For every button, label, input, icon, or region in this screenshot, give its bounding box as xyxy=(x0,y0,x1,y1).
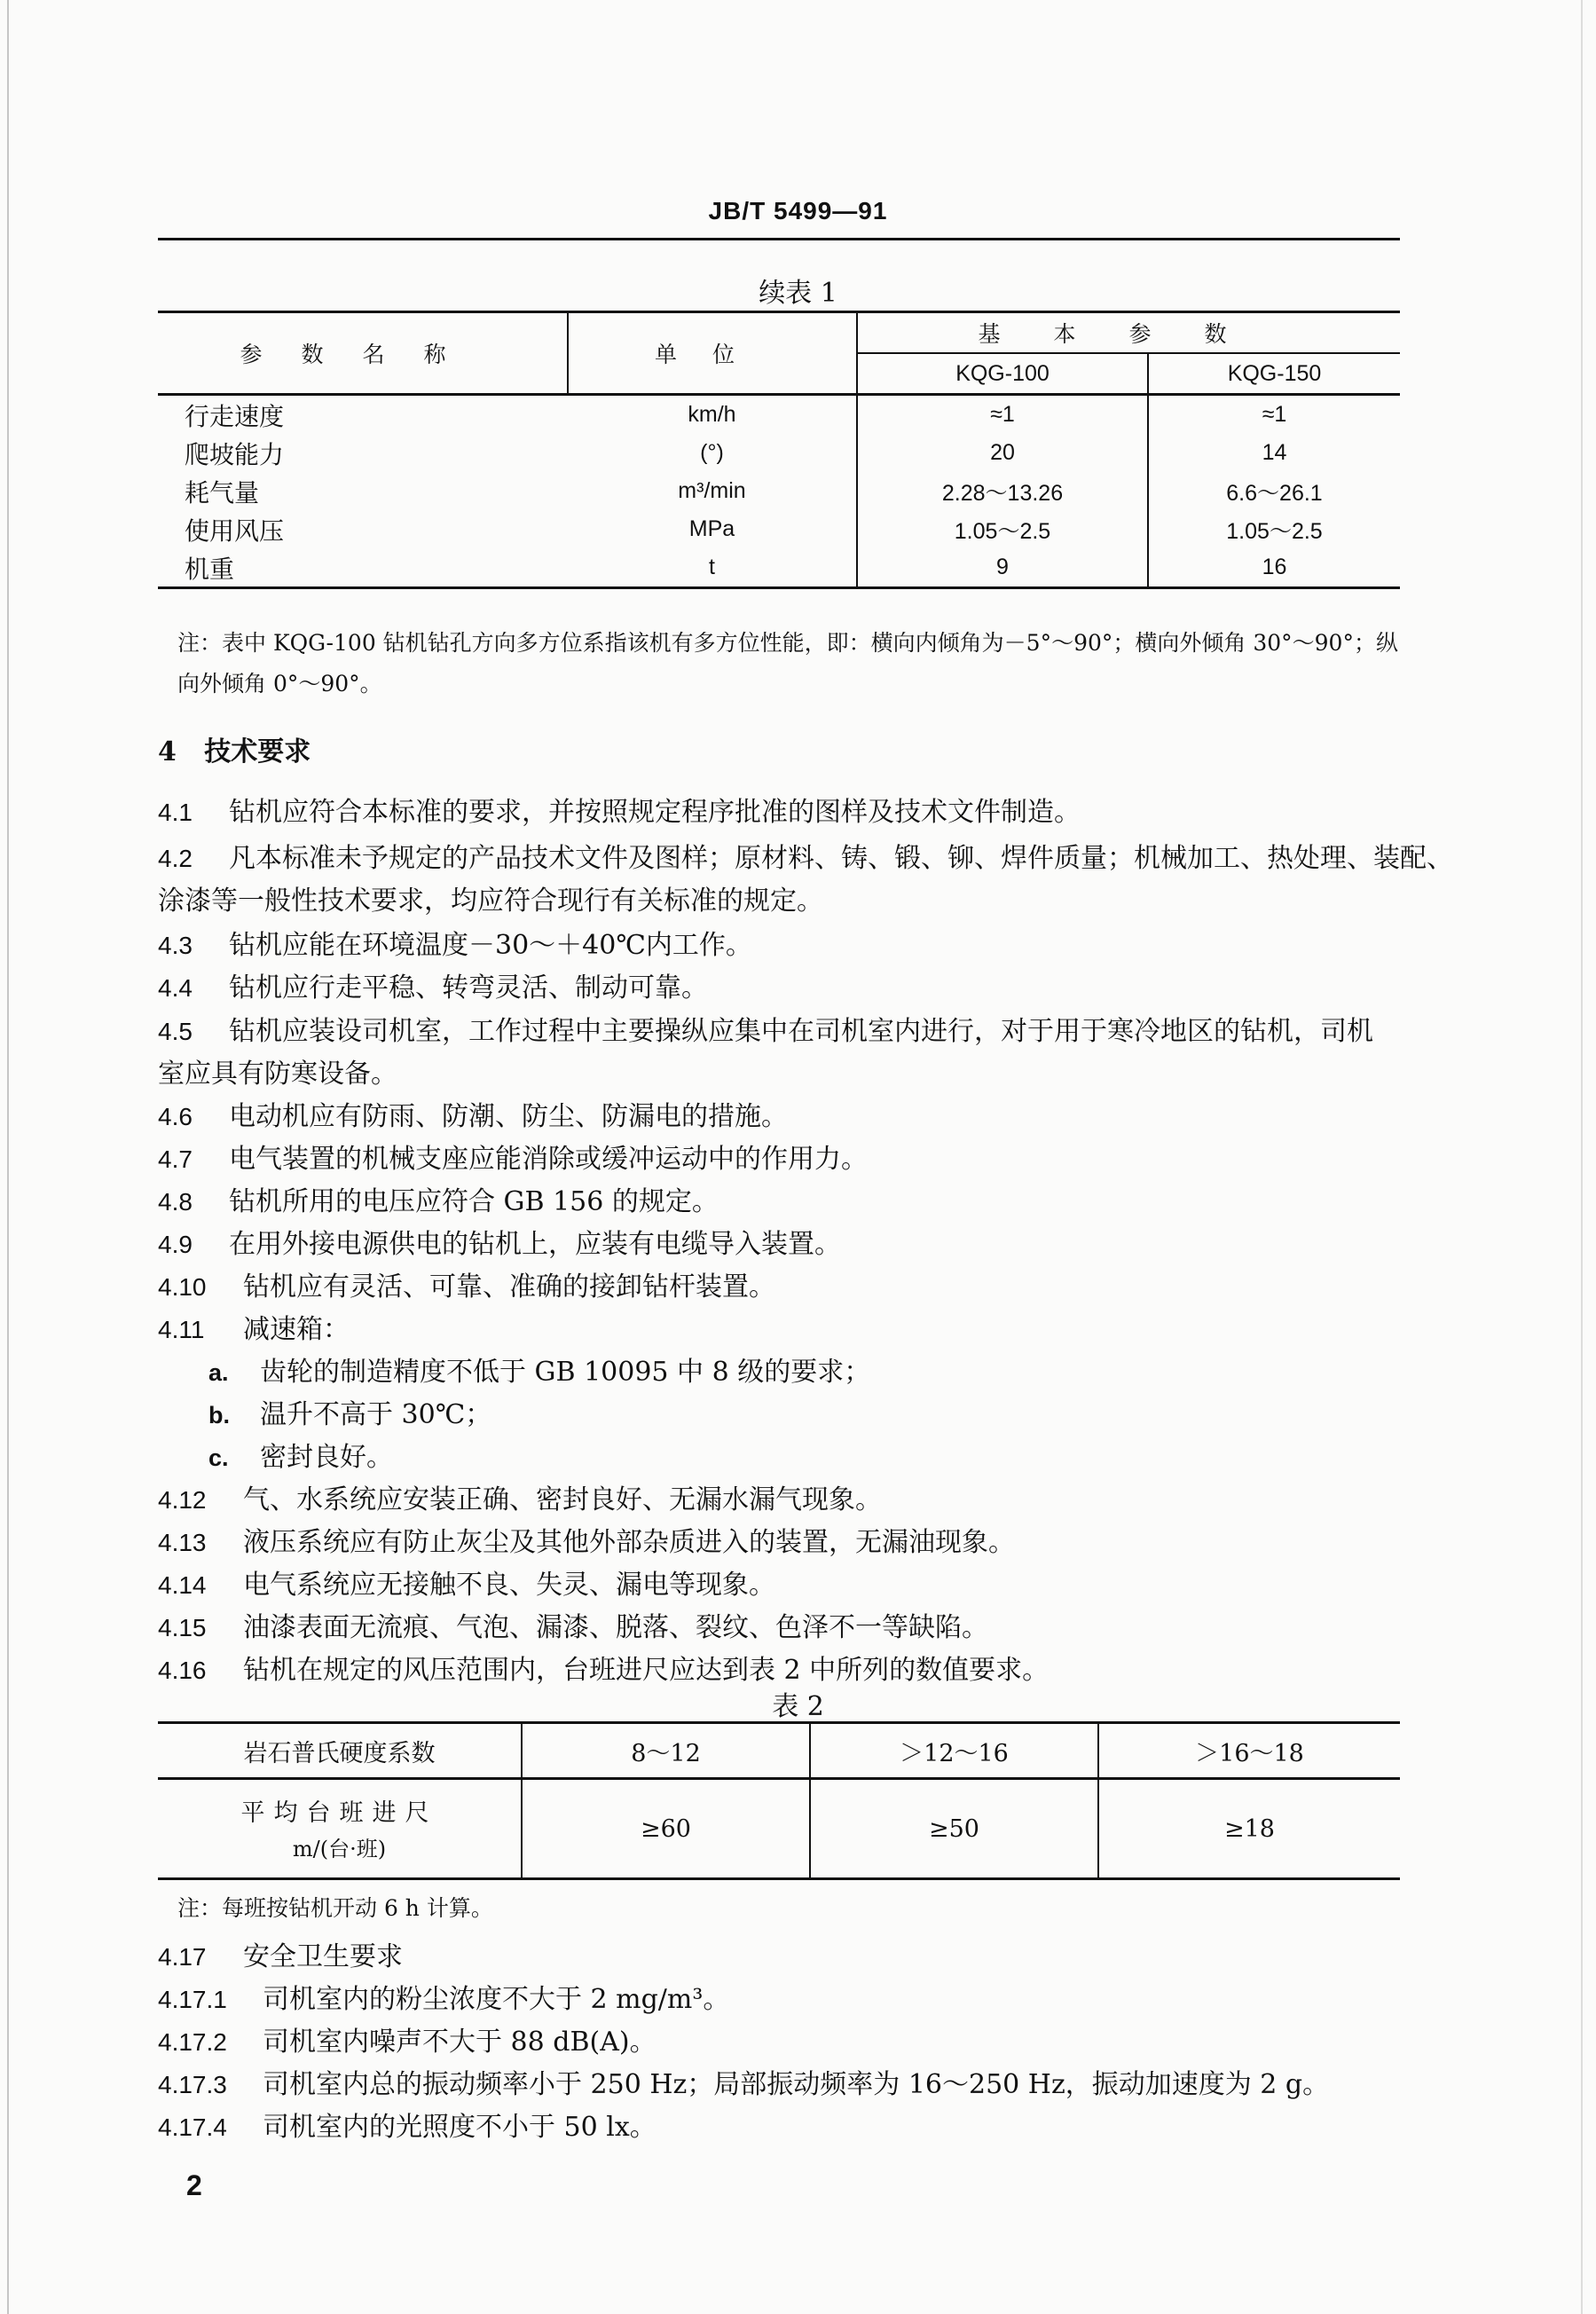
clause-text: 司机室内的粉尘浓度不大于 2 mg/m³。 xyxy=(263,1984,730,2015)
footage-value: ≥50 xyxy=(810,1779,1098,1879)
clause-number: 4.3 xyxy=(158,932,193,959)
clause-number: 4.14 xyxy=(158,1571,207,1599)
clause-text: 钻机所用的电压应符合 GB 156 的规定。 xyxy=(229,1186,719,1217)
clause-text: 司机室内噪声不大于 88 dB(A)。 xyxy=(263,2027,656,2058)
col-unit: 单位 xyxy=(568,312,857,395)
drilling-progress-table xyxy=(158,1721,1400,1880)
table2-note: 注：每班按钻机开动 6 h 计算。 xyxy=(177,1895,493,1921)
sub-clause-text: 密封良好。 xyxy=(260,1442,393,1473)
standard-code-header: JB/T 5499—91 xyxy=(708,197,888,224)
clause-number: 4.10 xyxy=(158,1273,207,1301)
col-param-name: 参数名称 xyxy=(158,312,568,395)
clause-number: 4.2 xyxy=(158,845,193,872)
sub-clause xyxy=(208,1350,870,1389)
sub-clause-text: 温升不高于 30℃； xyxy=(260,1399,492,1430)
param-unit: (°) xyxy=(568,434,857,472)
clause xyxy=(158,1477,882,1516)
clause-text: 气、水系统应安装正确、密封良好、无漏水漏气现象。 xyxy=(243,1484,882,1515)
col-basic-params: 基本参数 xyxy=(857,312,1400,354)
footage-value: ≥60 xyxy=(522,1779,810,1879)
section-number: 4 xyxy=(158,736,177,767)
scan-edge-right xyxy=(1581,0,1583,2314)
clause-text: 钻机应行走平稳、转弯灵活、制动可靠。 xyxy=(229,972,708,1004)
scan-edge-left xyxy=(7,0,9,2314)
clause xyxy=(158,1562,775,1602)
clause-continuation: 室应具有防寒设备。 xyxy=(158,1059,397,1090)
clause-text: 减速箱： xyxy=(243,1314,350,1345)
avg-shift-footage-cell xyxy=(158,1779,522,1879)
value-kqg100: 9 xyxy=(857,548,1148,588)
param-name: 耗气量 xyxy=(185,477,260,508)
clause xyxy=(158,1605,988,1644)
value-kqg150: 1.05～2.5 xyxy=(1226,518,1323,544)
clause-number: 4.17.3 xyxy=(158,2071,227,2098)
param-name: 使用风压 xyxy=(185,516,285,546)
table1-caption: 续表 1 xyxy=(759,278,837,309)
table-row xyxy=(158,395,1400,435)
clause-number: 4.17 xyxy=(158,1943,207,1971)
clause xyxy=(158,1264,775,1303)
clause-text: 油漆表面无流痕、气泡、漏漆、脱落、裂纹、色泽不一等缺陷。 xyxy=(243,1612,988,1643)
clause-number: 4.9 xyxy=(158,1231,193,1258)
value-kqg100: 2.28～13.26 xyxy=(857,472,1148,510)
avg-shift-footage-unit: m/(台·班) xyxy=(292,1836,387,1861)
table-row xyxy=(158,434,1400,472)
clause-number: 4.15 xyxy=(158,1614,207,1641)
sub-clause xyxy=(208,1392,491,1431)
clause-number: 4.12 xyxy=(158,1486,207,1514)
clause-number: 4.7 xyxy=(158,1145,193,1173)
hardness-range: ＞12～16 xyxy=(810,1723,1098,1779)
rock-hardness-label: 岩石普氏硬度系数 xyxy=(158,1723,522,1779)
clause-text: 钻机在规定的风压范围内，台班进尺应达到表 2 中所列的数值要求。 xyxy=(243,1655,1050,1686)
clause-number: 4.16 xyxy=(158,1657,207,1684)
col-model-kqg150: KQG-150 xyxy=(1148,353,1400,395)
clause-number: 4.5 xyxy=(158,1018,193,1045)
clause xyxy=(158,923,752,962)
sub-clause-label: a. xyxy=(208,1359,229,1386)
clause xyxy=(158,1009,1373,1048)
clause-number: 4.1 xyxy=(158,799,193,826)
value-kqg150: 6.6～26.1 xyxy=(1226,480,1323,506)
clause-text: 电气装置的机械支座应能消除或缓冲运动中的作用力。 xyxy=(229,1144,868,1175)
clause xyxy=(158,2062,1329,2101)
clause xyxy=(158,790,1081,829)
clause xyxy=(158,1977,729,2016)
clause xyxy=(158,2105,656,2144)
clause xyxy=(158,1648,1049,1687)
table1-header-row xyxy=(158,312,1400,354)
table2-caption: 表 2 xyxy=(772,1691,824,1722)
table-row xyxy=(158,548,1400,588)
header-rule xyxy=(158,238,1400,240)
clause xyxy=(158,1179,719,1218)
value-kqg100: 1.05～2.5 xyxy=(857,510,1148,548)
table-row xyxy=(158,1723,1400,1779)
avg-shift-footage-label: 平均台班进尺 xyxy=(240,1798,438,1827)
clause-number: 4.8 xyxy=(158,1188,193,1216)
clause-number: 4.6 xyxy=(158,1103,193,1130)
value-kqg150: ≈1 xyxy=(1262,402,1287,427)
clause-number: 4.13 xyxy=(158,1529,207,1556)
sub-clause-text: 齿轮的制造精度不低于 GB 10095 中 8 级的要求； xyxy=(260,1357,871,1388)
clause xyxy=(158,2019,656,2058)
clause-text: 在用外接电源供电的钻机上，应装有电缆导入装置。 xyxy=(229,1229,841,1260)
value-kqg100: ≈1 xyxy=(857,395,1148,435)
clause-number: 4.4 xyxy=(158,974,193,1002)
sub-clause-label: c. xyxy=(208,1444,229,1471)
table-row xyxy=(158,472,1400,510)
clause xyxy=(158,1934,403,1973)
clause xyxy=(158,965,708,1004)
clause xyxy=(158,1137,868,1176)
clause-number: 4.17.2 xyxy=(158,2028,227,2056)
section-heading xyxy=(158,729,311,768)
clause xyxy=(158,836,1453,875)
clause-continuation: 涂漆等一般性技术要求，均应符合现行有关标准的规定。 xyxy=(158,885,823,917)
clause-text: 司机室内的光照度不小于 50 lx。 xyxy=(263,2112,656,2143)
clause xyxy=(158,1520,1015,1559)
clause-text: 凡本标准未予规定的产品技术文件及图样；原材料、铸、锻、铆、焊件质量；机械加工、热处理、装配、 xyxy=(229,843,1453,874)
sub-clause-label: b. xyxy=(208,1402,230,1429)
param-unit: t xyxy=(568,548,857,588)
clause xyxy=(158,1094,788,1133)
clause-text: 钻机应能在环境温度－30～＋40℃内工作。 xyxy=(229,930,752,961)
param-unit: m³/min xyxy=(568,472,857,510)
clause-number: 4.11 xyxy=(158,1316,205,1343)
param-unit: MPa xyxy=(568,510,857,548)
footage-value: ≥18 xyxy=(1098,1779,1400,1879)
param-name: 行走速度 xyxy=(185,401,285,431)
hardness-range: ＞16～18 xyxy=(1098,1723,1400,1779)
section-title: 技术要求 xyxy=(204,736,311,767)
value-kqg150: 16 xyxy=(1148,548,1400,588)
clause-text: 电气系统应无接触不良、失灵、漏电等现象。 xyxy=(243,1570,775,1601)
param-name: 爬坡能力 xyxy=(185,439,285,469)
table1-note: 注：表中 KQG-100 钻机钻孔方向多方位系指该机有多方位性能，即：横向内倾角为－5°～90°；横向外倾角 30°～90°；纵向外倾角 0°～90°。 xyxy=(177,630,1398,697)
clause-text: 电动机应有防雨、防潮、防尘、防漏电的措施。 xyxy=(229,1101,788,1132)
table-row xyxy=(158,510,1400,548)
param-unit: km/h xyxy=(568,395,857,435)
clause-text: 钻机应符合本标准的要求，并按照规定程序批准的图样及技术文件制造。 xyxy=(229,797,1081,828)
clause-text: 液压系统应有防止灰尘及其他外部杂质进入的装置，无漏油现象。 xyxy=(243,1527,1015,1558)
col-model-kqg100: KQG-100 xyxy=(857,353,1148,395)
value-kqg100: 20 xyxy=(857,434,1148,472)
clause-number: 4.17.4 xyxy=(158,2113,227,2141)
clause-text: 钻机应有灵活、可靠、准确的接卸钻杆装置。 xyxy=(243,1271,775,1303)
clause xyxy=(158,1307,350,1346)
value-kqg150: 14 xyxy=(1262,440,1287,465)
page-number: 2 xyxy=(186,2169,202,2201)
clause xyxy=(158,1222,841,1261)
param-name: 机重 xyxy=(158,548,568,588)
clause-number: 4.17.1 xyxy=(158,1986,227,2013)
sub-clause xyxy=(208,1435,393,1474)
clause-text: 安全卫生要求 xyxy=(243,1941,403,1972)
clause-text: 司机室内总的振动频率小于 250 Hz；局部振动频率为 16～250 Hz，振动加速度为 2 g。 xyxy=(263,2069,1330,2100)
parameter-table xyxy=(158,311,1400,589)
clause-text: 钻机应装设司机室，工作过程中主要操纵应集中在司机室内进行，对于用于寒冷地区的钻机，司机 xyxy=(229,1016,1373,1047)
hardness-range: 8～12 xyxy=(522,1723,810,1779)
table-row xyxy=(158,1779,1400,1879)
